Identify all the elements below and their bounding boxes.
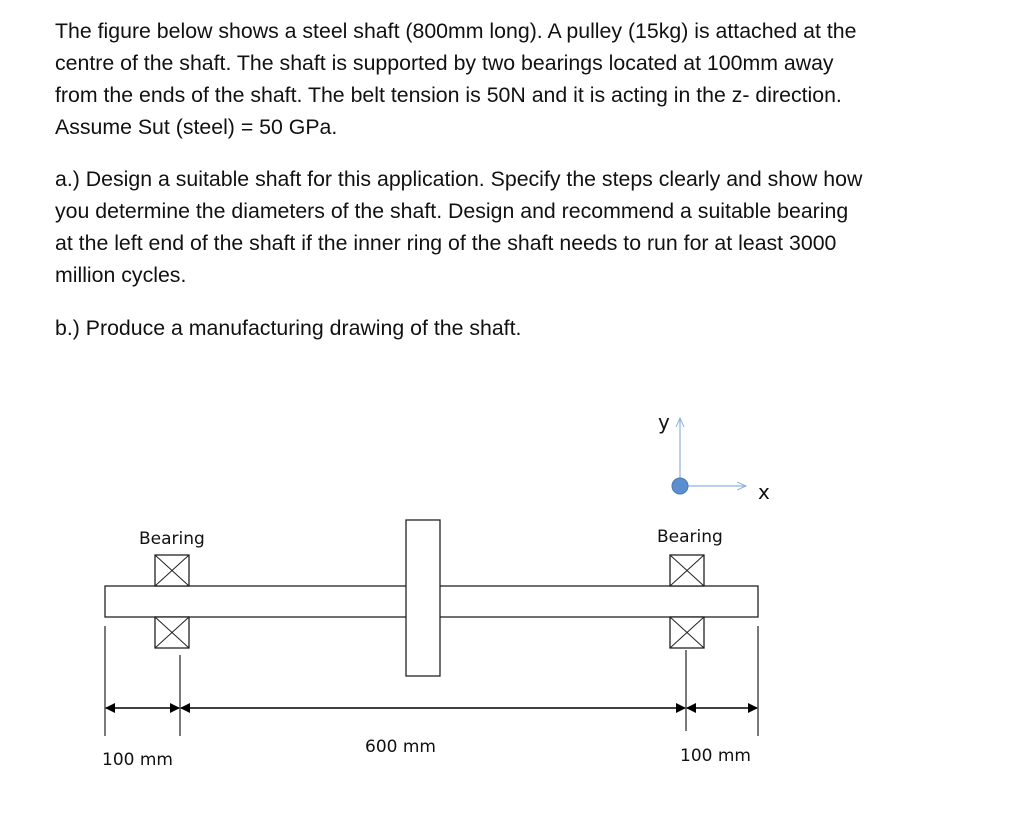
bearing-right-bottom [670,617,704,648]
bearing-left-label: Bearing [139,529,205,549]
dimension-right-label: 100 mm [680,746,751,766]
part-a-line: you determine the diameters of the shaft. Design and recommend a suitable bearing [55,199,849,223]
intro-line: from the ends of the shaft. The belt tension is 50N and it is acting in the z- direction. [55,83,842,107]
part-b-line: b.) Produce a manufacturing drawing of the shaft. [55,316,522,340]
axis-x-label: x [758,480,770,504]
origin-dot [672,478,688,494]
intro-line: Assume Sut (steel) = 50 GPa. [55,115,338,139]
bearing-left-bottom [155,617,189,648]
bearing-left-top [155,555,189,586]
intro-line: The figure below shows a steel shaft (800mm long). A pulley (15kg) is attached at the [55,19,857,43]
part-a-line: million cycles. [55,263,187,287]
axis-y-label: y [658,410,670,434]
part-a-line: at the left end of the shaft if the inner ring of the shaft needs to run for at least 3000 [55,231,837,255]
bearing-right-label: Bearing [657,527,723,547]
bearing-right-top [670,555,704,586]
dimension-middle-label: 600 mm [365,737,436,757]
dimension-left-label: 100 mm [102,750,173,770]
part-a-line: a.) Design a suitable shaft for this application. Specify the steps clearly and show how [55,167,863,191]
pulley [406,520,440,676]
intro-line: centre of the shaft. The shaft is supported by two bearings located at 100mm away [55,51,834,75]
